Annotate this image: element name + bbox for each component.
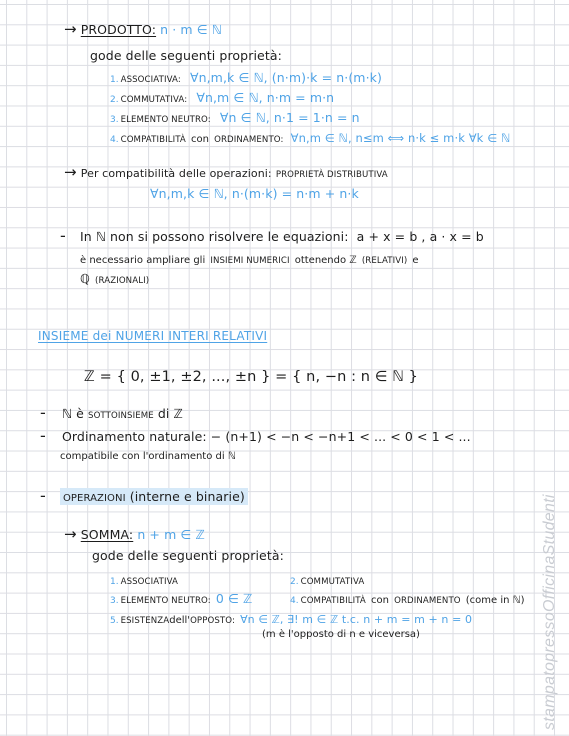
distributiva-line: → Per compatibilità delle operazioni: PROPRIETÀ DISTRIBUTIVA xyxy=(64,163,388,181)
watermark: stampatopressoOfficinaStudenti xyxy=(541,494,558,730)
prodotto-title: PRODOTTO: xyxy=(80,22,157,37)
prodotto-property-1: 1. ASSOCIATIVA: ∀n,m,k ∈ ℕ, (n·m)·k = n·(m·k) xyxy=(110,70,382,85)
arrow-right-icon: → xyxy=(64,163,77,181)
somma-property-1: 1. ASSOCIATIVA xyxy=(110,577,178,587)
equazioni-line-2: è necessario ampliare gli INSIEMI NUMERICI ottenendo ℤ (RELATIVI) e xyxy=(80,255,419,266)
somma-property-2: 2. COMMUTATIVA xyxy=(290,577,365,587)
interi-item-subset: - ℕ è SOTTOINSIEME di ℤ xyxy=(40,403,183,422)
distributiva-formula: ∀n,m,k ∈ ℕ, n·(m·k) = n·m + n·k xyxy=(150,186,359,201)
somma-intro: gode delle seguenti proprietà: xyxy=(92,548,284,563)
somma-formula: n + m ∈ ℤ xyxy=(137,527,205,542)
arrow-right-icon: → xyxy=(64,525,77,543)
prodotto-property-4: 4. COMPATIBILITÀ con ORDINAMENTO: ∀n,m ∈ ℕ, n≤m ⟺ n·k ≤ m·k ∀k ∈ ℕ xyxy=(110,131,511,145)
prodotto-property-3: 3. ELEMENTO NEUTRO: ∀n ∈ ℕ, n·1 = 1·n = n xyxy=(110,110,360,125)
somma-property-4: 4. COMPATIBILITÀ con ORDINAMENTO (come in ℕ) xyxy=(290,595,525,606)
interi-item-ordinamento: - Ordinamento naturale: − (n+1) < −n < −n+1 < ... < 0 < 1 < ... xyxy=(40,426,471,445)
interi-definition: ℤ = { 0, ±1, ±2, ..., ±n } = { n, −n : n ∈ ℕ } xyxy=(84,369,418,385)
somma-title: SOMMA: xyxy=(80,527,134,542)
interi-compat: compatibile con l'ordinamento di ℕ xyxy=(60,451,236,462)
somma-note: (m è l'opposto di n e viceversa) xyxy=(262,629,420,640)
prodotto-heading xyxy=(64,22,222,37)
somma-property-5: 5. ESISTENZAdell'OPPOSTO: ∀n ∈ ℤ, ∃! m ∈ ℤ t.c. n + m = m + n = 0 xyxy=(110,613,473,626)
equazioni-line-1: - In ℕ non si possono risolvere le equazioni: a + x = b , a · x = b xyxy=(60,226,484,245)
prodotto-formula: n · m ∈ ℕ xyxy=(160,22,222,37)
equazioni-line-3: ℚ (RAZIONALI) xyxy=(80,271,150,286)
somma-property-3: 3. ELEMENTO NEUTRO: 0 ∈ ℤ xyxy=(110,591,253,606)
prodotto-intro: gode delle seguenti proprietà: xyxy=(90,48,282,63)
arrow-right-icon: → xyxy=(64,20,77,38)
operazioni-line: - OPERAZIONI (interne e binarie) xyxy=(40,488,248,504)
interi-section-title: INSIEME dei NUMERI INTERI RELATIVI xyxy=(38,329,268,343)
prodotto-property-2: 2. COMMUTATIVA: ∀n,m ∈ ℕ, n·m = m·n xyxy=(110,90,335,105)
somma-heading xyxy=(64,527,205,542)
